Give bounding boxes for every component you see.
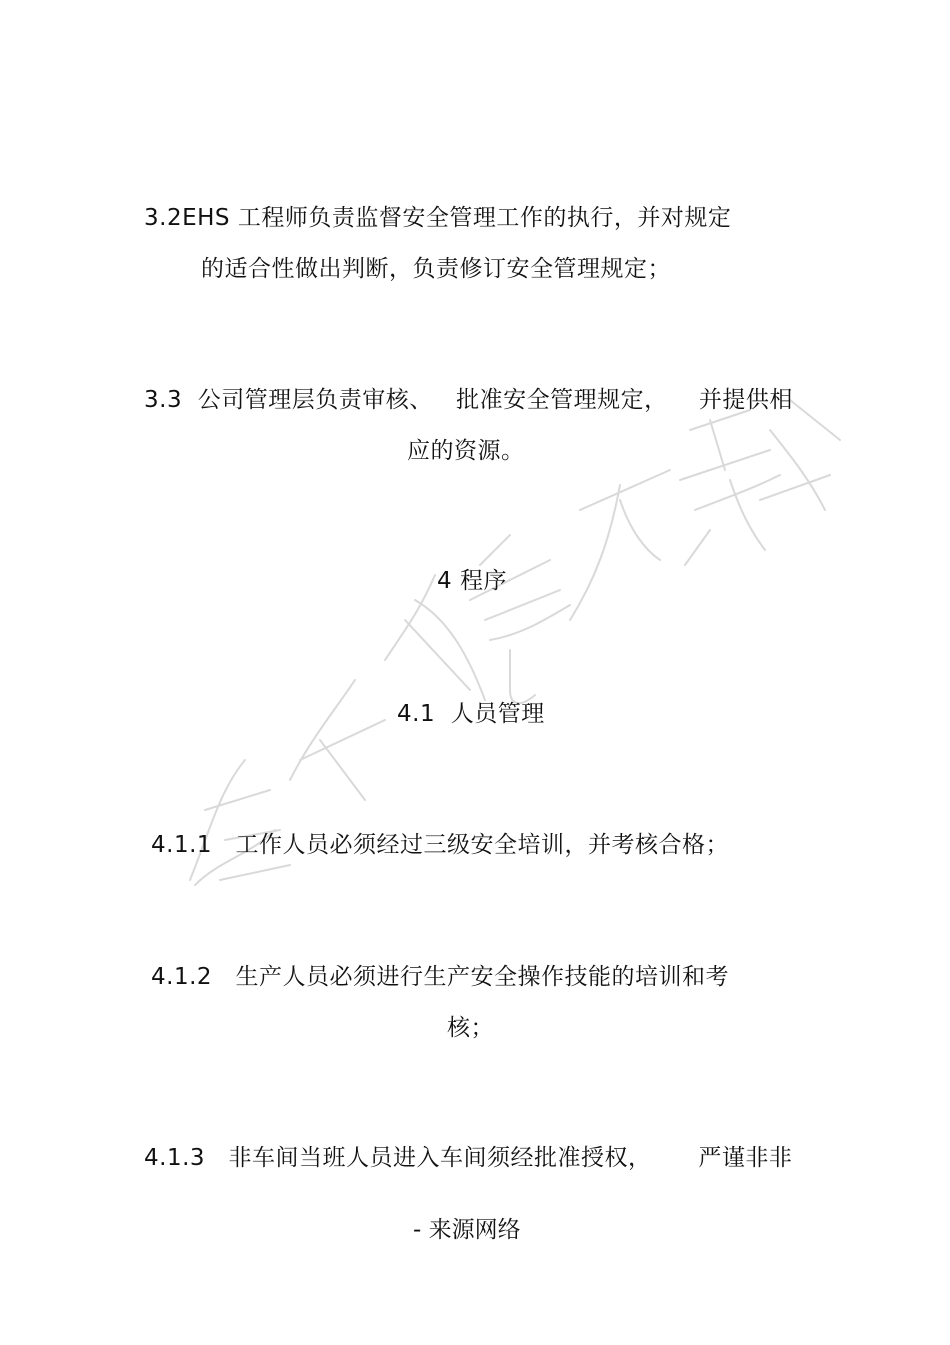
paragraph-3-2-line-2: 的适合性做出判断，负责修订安全管理规定； bbox=[201, 256, 671, 282]
paragraph-3-2-line-1: 3.2EHS 工程师负责监督安全管理工作的执行，并对规定 bbox=[144, 205, 732, 231]
paragraph-4-1-2-line-1: 4.1.2 生产人员必须进行生产安全操作技能的培训和考 bbox=[151, 964, 729, 990]
page-footer: - 来源网络 bbox=[413, 1217, 521, 1243]
paragraph-4-1-1: 4.1.1 工作人员必须经过三级安全培训，并考核合格； bbox=[151, 832, 729, 858]
paragraph-3-3-line-2: 应的资源。 bbox=[407, 438, 525, 464]
paragraph-4-1-3-line-1: 4.1.3 非车间当班人员进入车间须经批准授权， 严谨非非 bbox=[144, 1145, 793, 1171]
paragraph-4-1-2-line-2: 核； bbox=[447, 1015, 494, 1041]
paragraph-3-3-line-1: 3.3 公司管理层负责审核、 批准安全管理规定， 并提供相 bbox=[144, 387, 793, 413]
section-heading-4: 4 程序 bbox=[437, 568, 507, 594]
section-heading-4-1: 4.1 人员管理 bbox=[397, 701, 545, 727]
